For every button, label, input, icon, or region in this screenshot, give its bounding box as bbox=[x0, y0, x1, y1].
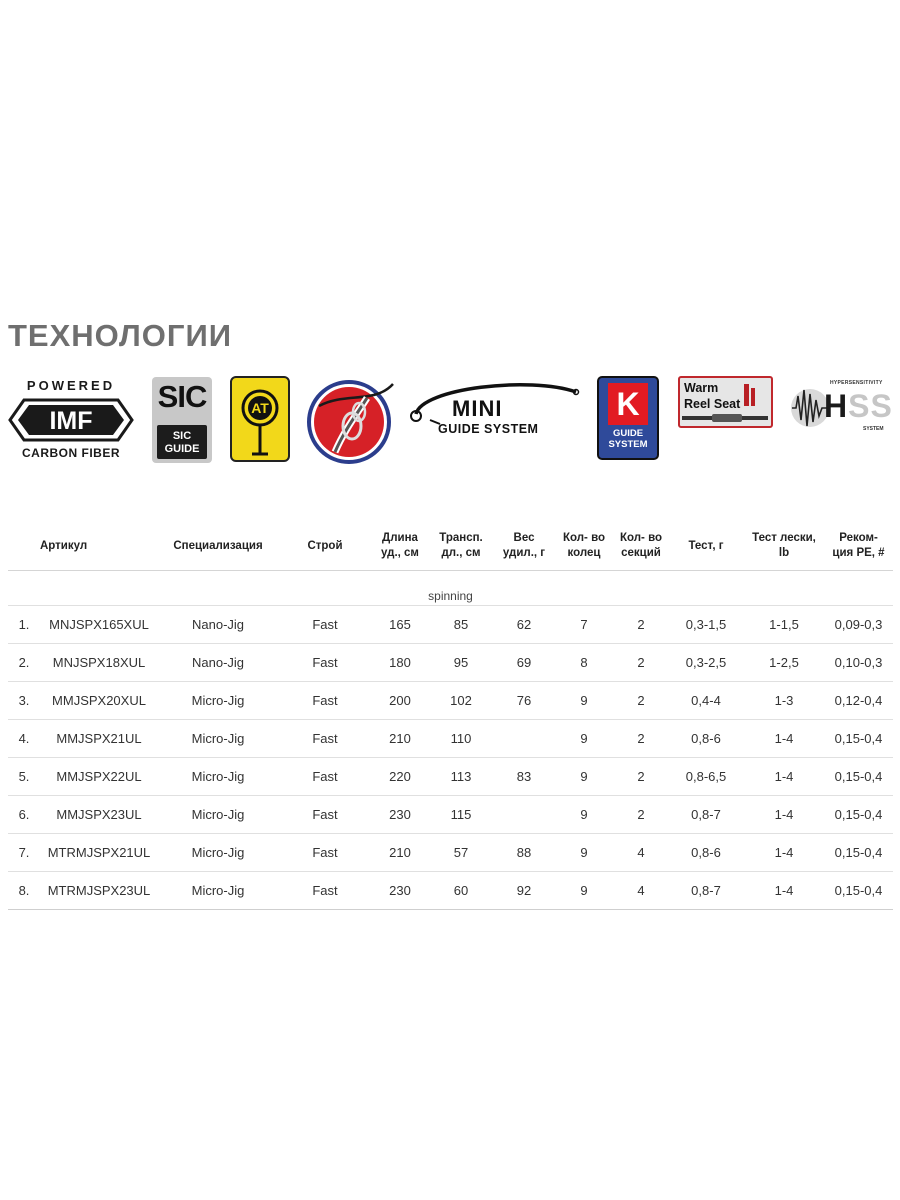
header-line-test-line2: lb bbox=[778, 547, 790, 559]
section-row-spinning bbox=[8, 571, 893, 606]
hss-bottom-caption: SYSTEM bbox=[863, 426, 884, 432]
table-row bbox=[8, 796, 893, 834]
imf-powered-label: POWERED bbox=[26, 378, 116, 393]
table-row bbox=[8, 606, 893, 644]
header-rings bbox=[554, 522, 614, 571]
cell-rings: 9 bbox=[554, 720, 614, 758]
hss-ss-letters: SS bbox=[848, 388, 893, 424]
imf-hexagon-icon bbox=[6, 396, 136, 444]
cell-line-test: 1-2,5 bbox=[744, 644, 824, 682]
cell-article: MNJSPX18XUL bbox=[40, 644, 158, 682]
at-text: AT bbox=[251, 400, 269, 416]
section-label: spinning bbox=[8, 571, 893, 606]
header-article: Артикул bbox=[40, 522, 158, 571]
cell-num: 8. bbox=[8, 872, 40, 910]
rod-technology-round-logo bbox=[305, 374, 397, 466]
cell-num: 4. bbox=[8, 720, 40, 758]
cell-transport: 115 bbox=[428, 796, 494, 834]
k-letter: K bbox=[608, 383, 648, 425]
cell-pe: 0,12-0,4 bbox=[824, 682, 893, 720]
cell-transport: 60 bbox=[428, 872, 494, 910]
cell-pe: 0,09-0,3 bbox=[824, 606, 893, 644]
cell-transport: 102 bbox=[428, 682, 494, 720]
k-guide-line2: SYSTEM bbox=[608, 439, 648, 450]
hss-h-letter: H bbox=[824, 388, 849, 424]
cell-pe: 0,15-0,4 bbox=[824, 796, 893, 834]
cell-weight: 69 bbox=[494, 644, 554, 682]
header-pe-line1: Реком- bbox=[839, 532, 878, 544]
cell-line-test: 1-4 bbox=[744, 796, 824, 834]
imf-center-text: IMF bbox=[49, 407, 93, 435]
cell-test: 0,8-6 bbox=[668, 834, 744, 872]
table-row bbox=[8, 720, 893, 758]
cell-sections: 4 bbox=[614, 872, 668, 910]
cell-article: MTRMJSPX21UL bbox=[40, 834, 158, 872]
cell-test: 0,3-1,5 bbox=[668, 606, 744, 644]
cell-action: Fast bbox=[278, 644, 372, 682]
cell-spec: Micro-Jig bbox=[158, 758, 278, 796]
cell-weight bbox=[494, 796, 554, 834]
cell-spec: Micro-Jig bbox=[158, 872, 278, 910]
cell-spec: Micro-Jig bbox=[158, 834, 278, 872]
cell-weight: 83 bbox=[494, 758, 554, 796]
cell-transport: 113 bbox=[428, 758, 494, 796]
cell-length: 200 bbox=[372, 682, 428, 720]
cell-line-test: 1-4 bbox=[744, 834, 824, 872]
cell-pe: 0,15-0,4 bbox=[824, 720, 893, 758]
header-line-test-line1: Тест лески, bbox=[752, 532, 816, 544]
cell-sections: 2 bbox=[614, 796, 668, 834]
header-action: Строй bbox=[278, 522, 372, 571]
cell-length: 230 bbox=[372, 872, 428, 910]
cell-num: 7. bbox=[8, 834, 40, 872]
mini-word: MINI bbox=[452, 396, 503, 421]
cell-num: 1. bbox=[8, 606, 40, 644]
cell-article: MMJSPX23UL bbox=[40, 796, 158, 834]
cell-rings: 9 bbox=[554, 796, 614, 834]
sic-badge-line2: GUIDE bbox=[164, 443, 200, 455]
cell-article: MMJSPX22UL bbox=[40, 758, 158, 796]
warm-reel-seat-logo bbox=[678, 376, 773, 428]
table-row bbox=[8, 644, 893, 682]
cell-weight bbox=[494, 720, 554, 758]
cell-num: 3. bbox=[8, 682, 40, 720]
cell-transport: 57 bbox=[428, 834, 494, 872]
technologies-title: ТЕХНОЛОГИИ bbox=[8, 318, 233, 353]
header-line-test bbox=[744, 522, 824, 571]
cell-pe: 0,10-0,3 bbox=[824, 644, 893, 682]
cell-length: 210 bbox=[372, 834, 428, 872]
cell-spec: Nano-Jig bbox=[158, 644, 278, 682]
cell-transport: 85 bbox=[428, 606, 494, 644]
cell-num: 5. bbox=[8, 758, 40, 796]
header-transport-line1: Трансп. bbox=[439, 532, 483, 544]
cell-action: Fast bbox=[278, 758, 372, 796]
cell-sections: 2 bbox=[614, 644, 668, 682]
header-rings-line1: Кол- во bbox=[562, 532, 606, 544]
header-specialization: Специализация bbox=[158, 522, 278, 571]
header-transport-line2: дл., см bbox=[441, 547, 481, 559]
cell-line-test: 1-4 bbox=[744, 720, 824, 758]
cell-rings: 9 bbox=[554, 872, 614, 910]
warm-label: Warm bbox=[684, 381, 719, 395]
cell-test: 0,4-4 bbox=[668, 682, 744, 720]
cell-pe: 0,15-0,4 bbox=[824, 834, 893, 872]
cell-sections: 2 bbox=[614, 720, 668, 758]
cell-rings: 9 bbox=[554, 758, 614, 796]
header-transport-length bbox=[428, 522, 494, 571]
hss-top-caption: HYPERSENSITIVITY bbox=[830, 380, 883, 386]
sic-big-label: SIC bbox=[157, 379, 207, 414]
cell-action: Fast bbox=[278, 720, 372, 758]
cell-test: 0,3-2,5 bbox=[668, 644, 744, 682]
header-pe bbox=[824, 522, 893, 571]
mini-guide-system-logo bbox=[400, 374, 580, 444]
cell-length: 210 bbox=[372, 720, 428, 758]
cell-pe: 0,15-0,4 bbox=[824, 758, 893, 796]
cell-weight: 92 bbox=[494, 872, 554, 910]
imf-carbon-fiber-logo bbox=[6, 378, 136, 464]
cell-article: MMJSPX20XUL bbox=[40, 682, 158, 720]
header-test: Тест, г bbox=[668, 522, 744, 571]
cell-sections: 2 bbox=[614, 682, 668, 720]
sic-guide-logo bbox=[152, 377, 212, 463]
cell-sections: 2 bbox=[614, 606, 668, 644]
header-weight-line1: Вес bbox=[513, 532, 535, 544]
cell-length: 180 bbox=[372, 644, 428, 682]
hss-logo bbox=[790, 376, 893, 436]
cell-rings: 7 bbox=[554, 606, 614, 644]
cell-article: MMJSPX21UL bbox=[40, 720, 158, 758]
table-header-row bbox=[8, 522, 893, 571]
cell-line-test: 1-3 bbox=[744, 682, 824, 720]
cell-spec: Micro-Jig bbox=[158, 720, 278, 758]
cell-num: 6. bbox=[8, 796, 40, 834]
cell-line-test: 1-1,5 bbox=[744, 606, 824, 644]
cell-action: Fast bbox=[278, 682, 372, 720]
cell-line-test: 1-4 bbox=[744, 758, 824, 796]
cell-test: 0,8-6,5 bbox=[668, 758, 744, 796]
header-sections bbox=[614, 522, 668, 571]
cell-spec: Micro-Jig bbox=[158, 682, 278, 720]
cell-pe: 0,15-0,4 bbox=[824, 872, 893, 910]
imf-carbon-fiber-label: CARBON FIBER bbox=[22, 446, 120, 460]
cell-num: 2. bbox=[8, 644, 40, 682]
header-sections-line1: Кол- во bbox=[619, 532, 663, 544]
cell-spec: Micro-Jig bbox=[158, 796, 278, 834]
cell-transport: 95 bbox=[428, 644, 494, 682]
cell-action: Fast bbox=[278, 872, 372, 910]
at-badge-icon bbox=[232, 378, 288, 460]
cell-action: Fast bbox=[278, 834, 372, 872]
cell-spec: Nano-Jig bbox=[158, 606, 278, 644]
k-guide-line1: GUIDE bbox=[612, 428, 644, 439]
cell-weight: 88 bbox=[494, 834, 554, 872]
cell-action: Fast bbox=[278, 606, 372, 644]
cell-weight: 76 bbox=[494, 682, 554, 720]
technology-logos bbox=[0, 370, 900, 470]
cell-length: 220 bbox=[372, 758, 428, 796]
at-logo bbox=[230, 376, 290, 462]
header-length bbox=[372, 522, 428, 571]
cell-length: 165 bbox=[372, 606, 428, 644]
reel-seat-label: Reel Seat bbox=[684, 397, 741, 411]
rod-sphere-icon bbox=[305, 374, 397, 466]
header-length-line1: Длина bbox=[382, 532, 418, 544]
cell-length: 230 bbox=[372, 796, 428, 834]
cell-transport: 110 bbox=[428, 720, 494, 758]
hss-word bbox=[824, 388, 893, 425]
header-weight-line2: удил., г bbox=[502, 547, 546, 559]
cell-test: 0,8-7 bbox=[668, 872, 744, 910]
cell-rings: 9 bbox=[554, 834, 614, 872]
header-num bbox=[8, 522, 40, 571]
mini-guide-system-label: GUIDE SYSTEM bbox=[438, 422, 539, 436]
cell-rings: 9 bbox=[554, 682, 614, 720]
cell-test: 0,8-6 bbox=[668, 720, 744, 758]
header-pe-line2: ция PE, # bbox=[832, 547, 885, 559]
cell-article: MTRMJSPX23UL bbox=[40, 872, 158, 910]
cell-line-test: 1-4 bbox=[744, 872, 824, 910]
cell-sections: 2 bbox=[614, 758, 668, 796]
header-sections-line2: секций bbox=[621, 547, 661, 559]
table-row bbox=[8, 682, 893, 720]
rod-specs-table bbox=[8, 522, 893, 910]
cell-test: 0,8-7 bbox=[668, 796, 744, 834]
header-weight bbox=[494, 522, 554, 571]
sic-badge-line1: SIC bbox=[172, 430, 192, 442]
table-row bbox=[8, 834, 893, 872]
header-rings-line2: колец bbox=[567, 547, 601, 559]
cell-sections: 4 bbox=[614, 834, 668, 872]
cell-rings: 8 bbox=[554, 644, 614, 682]
cell-action: Fast bbox=[278, 796, 372, 834]
k-guide-system-logo bbox=[597, 376, 659, 460]
table-row bbox=[8, 872, 893, 910]
table-row bbox=[8, 758, 893, 796]
cell-weight: 62 bbox=[494, 606, 554, 644]
sic-guide-badge bbox=[157, 425, 207, 459]
cell-article: MNJSPX165XUL bbox=[40, 606, 158, 644]
header-length-line2: уд., см bbox=[381, 547, 419, 559]
